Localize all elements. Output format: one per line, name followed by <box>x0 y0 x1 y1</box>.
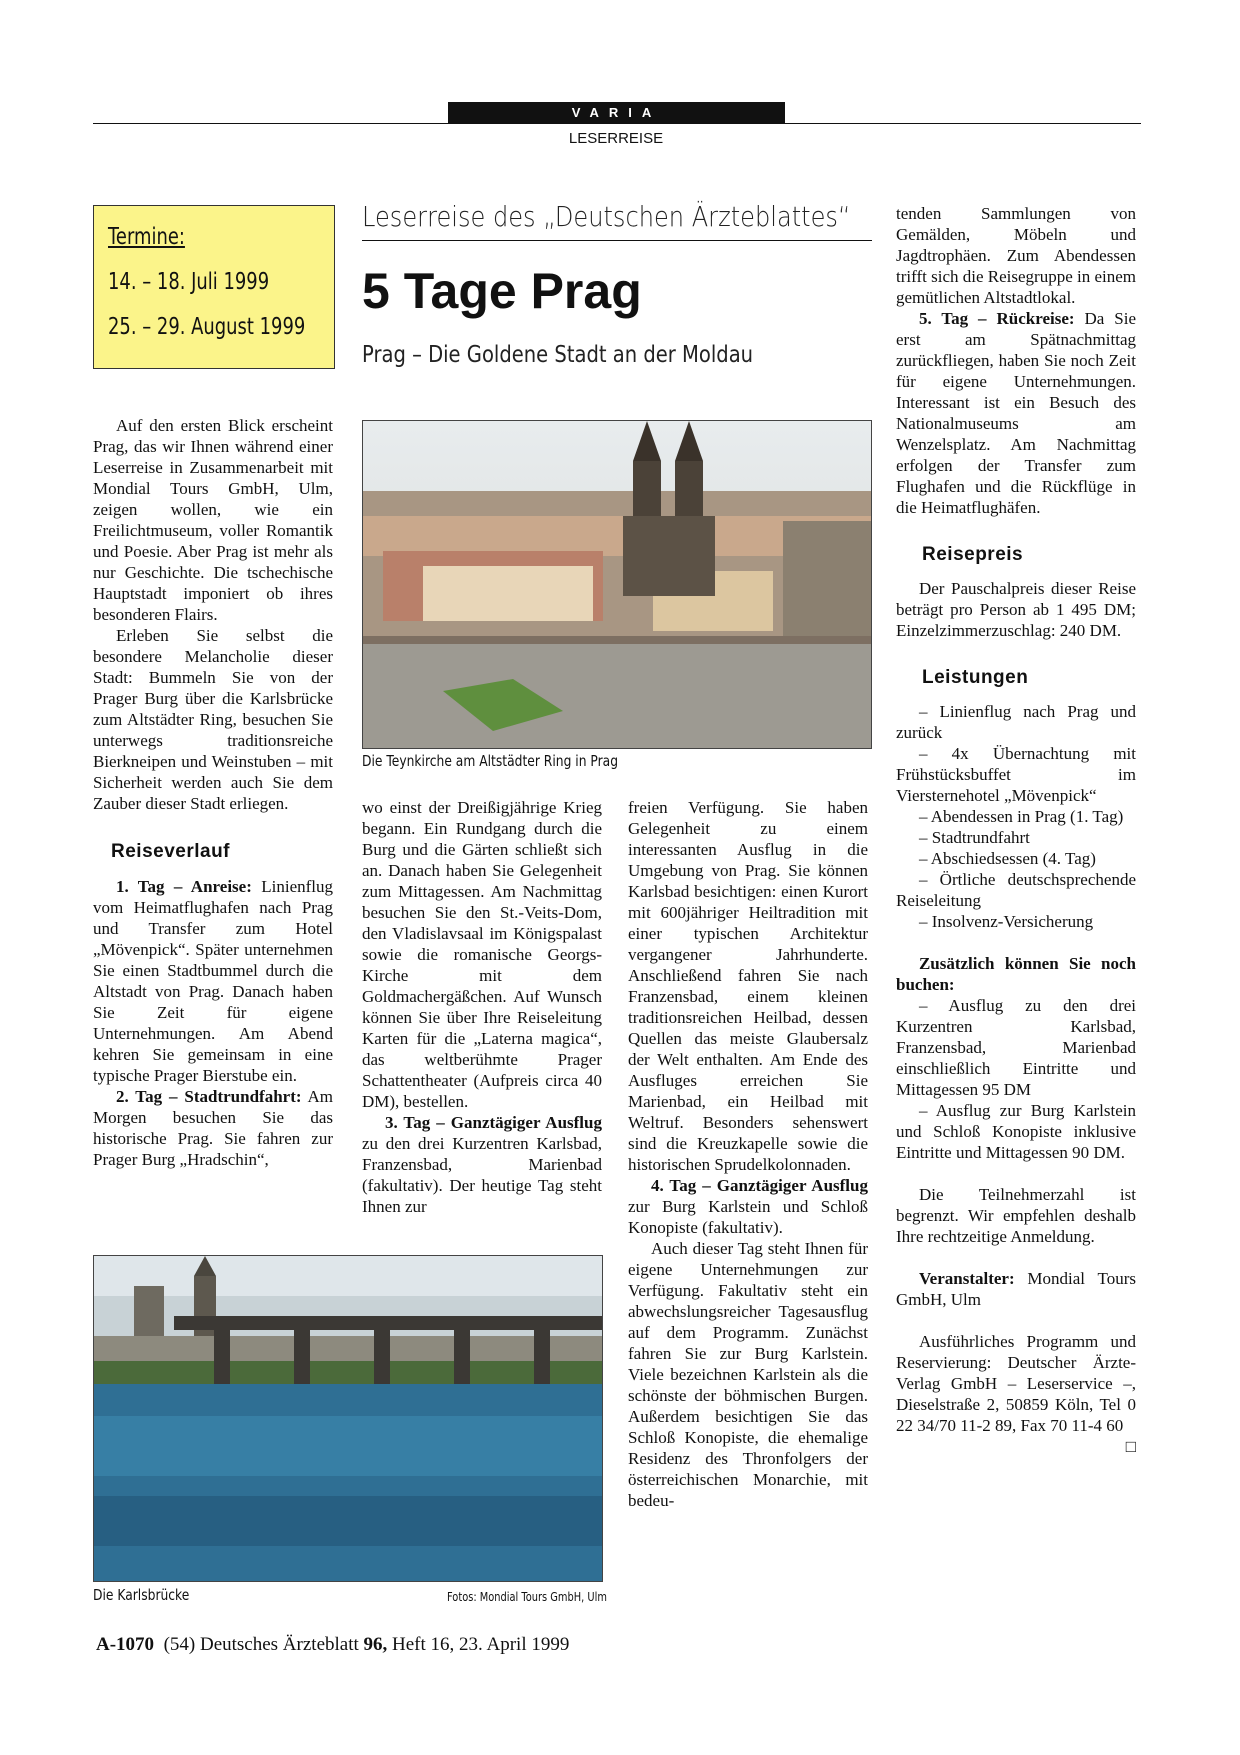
day-4-details: Auch dieser Tag steht Ihnen für eigene Unternehmungen zur Verfügung. Fakultativ steht ein abwechslungsreicher Tagesausflug auf dem Programm. Zunächst fahren Sie zur Burg Karlstein. Viele bezeichnen Karlstein als die schönste der böhmischen Burgen. Außerdem besichtigen Sie das Schloß Konopiste, die ehemalige Residenz des Thronfolgers der österreichischen Monarchie, mit bedeu- <box>628 1239 868 1510</box>
photo-credit: Fotos: Mondial Tours GmbH, Ulm <box>447 1590 607 1604</box>
intro-paragraph-2: Erleben Sie selbst die besondere Melancholie dieser Stadt: Bummeln Sie von der Prager Burg über die Karlsbrücke zum Altstädter Ring, besuchen Sie unterwegs traditionsreiche Bierkneipen und Weinstuben – mit Sicherheit werden auch Sie dem Zauber dieser Stadt erliegen. <box>93 626 333 813</box>
article-title: 5 Tage Prag <box>362 263 642 319</box>
column-3 <box>628 797 868 1511</box>
section-bar: VARIA <box>448 102 785 124</box>
leistung-item: – Insolvenz-Versicherung <box>918 912 1094 931</box>
day-5-text: Da Sie erst am Spätnachmittag zurückfliegen, haben Sie noch Zeit für eigene Unternehmungen. Interessant ist ein Besuch des Nationalmuseums am Wenzelsplatz. Am Nachmittag erfolgen der Transfer zum Flughafen und die Rückflüge in die Heimatflughäfen. <box>896 309 1136 517</box>
day-1-paragraph <box>93 876 333 1086</box>
article-subtitle: Prag – Die Goldene Stadt an der Moldau <box>362 342 754 368</box>
veranstalter-text: Mondial Tours GmbH, Ulm <box>896 1269 1136 1309</box>
heading-reisepreis: Reisepreis <box>922 544 1024 565</box>
karlsbruecke-photo <box>93 1255 603 1582</box>
intro-paragraph-1: Auf den ersten Blick erscheint Prag, das wir Ihnen während einer Leserreise in Zusammenarbeit mit Mondial Tours GmbH, Ulm, zeigen wollen, wie ein Freilichtmuseum, voller Romantik und Poesie. Aber Prag ist mehr als nur Geschichte. Die tschechische Hauptstadt imponiert ob ihres besonderen Flairs. <box>93 416 333 624</box>
teynkirche-caption: Die Teynkirche am Altstädter Ring in Prag <box>362 752 619 770</box>
day-3-label: 3. Tag – Ganztägiger Ausflug <box>384 1113 602 1132</box>
zusatz-heading: Zusätzlich können Sie noch buchen: <box>896 954 1136 994</box>
day-1-label: 1. Tag – Anreise: <box>115 877 252 896</box>
column-2 <box>362 797 602 1217</box>
kicker-rule <box>362 240 872 241</box>
footer-journal: Deutsches Ärzteblatt <box>199 1634 359 1655</box>
termine-box <box>93 205 335 369</box>
programm-body: Ausführliches Programm und Reservierung: Deutscher Ärzte-Verlag GmbH – Leserservice –, Dieselstraße 2, 50859 Köln, Tel 0 22 34/70 11-2 89, Fax 70 11-4 60 <box>896 1332 1136 1435</box>
end-mark: □ <box>1125 1437 1136 1456</box>
leistung-item: – 4x Übernachtung mit Frühstücksbuffet im Viersternehotel „Mövenpick“ <box>896 744 1136 805</box>
reisepreis-text: Der Pauschalpreis dieser Reise beträgt pro Person ab 1 495 DM; Einzelzimmerzuschlag: 240 DM. <box>896 579 1136 640</box>
column-1 <box>93 415 333 1170</box>
day-2-label: 2. Tag – Stadtrundfahrt: <box>115 1087 302 1106</box>
column-4 <box>896 203 1136 1457</box>
day-5-label: 5. Tag – Rückreise: <box>918 309 1075 328</box>
day-3-text: zu den drei Kurzentren Karlsbad, Franzensbad, Marienbad (fakultativ). Der heutige Tag steht Ihnen zur <box>362 1134 602 1216</box>
karlsbruecke-caption: Die Karlsbrücke <box>93 1586 190 1604</box>
termine-heading: Termine: <box>108 224 185 250</box>
footer-volume: 96, <box>363 1634 388 1655</box>
day-2-continued: wo einst der Dreißigjährige Krieg begann. Ein Rundgang durch die Burg und die Gärten schließt sich an. Danach haben Sie Gelegenheit zum Mittagessen. Am Nachmittag besuchen Sie den St.-Veits-Dom, den Vladislavsaal im Königspalast sowie die romanische Georgs-Kirche mit dem Goldmachergäßchen. Auf Wunsch können Sie über Ihre Reiseleitung Karten für die „Laterna magica“, das weltberühmte Prager Schattentheater (Aufpreis circa 40 DM), bestellen. <box>362 798 602 1111</box>
footer-page-no: (54) <box>163 1634 196 1655</box>
teilnehmer-text: Die Teilnehmerzahl ist begrenzt. Wir empfehlen deshalb Ihre rechtzeitige Anmeldung. <box>896 1185 1136 1246</box>
heading-reiseverlauf: Reiseverlauf <box>111 841 231 862</box>
section-label: LESERREISE <box>568 130 664 147</box>
termine-date-1: 14. – 18. Juli 1999 <box>108 269 270 295</box>
termine-date-2: 25. – 29. August 1999 <box>108 314 306 340</box>
day-2-text: Am Morgen besuchen Sie das historische Prag. Sie fahren zur Prager Burg „Hradschin“, <box>93 1087 333 1169</box>
page-footer <box>96 1634 569 1656</box>
heading-leistungen: Leistungen <box>922 667 1029 688</box>
footer-issue: Heft 16, 23. April 1999 <box>392 1634 570 1655</box>
header-rule <box>93 123 1141 124</box>
day-1-text: Linienflug vom Heimatflughafen nach Prag und Transfer zum Hotel „Mövenpick“. Später unternehmen Sie einen Stadtbummel durch die Altstadt von Prag. Danach haben Sie Zeit für eigene Unternehmungen. Am Abend kehren Sie gemeinsam in eine typische Prager Bierstube ein. <box>93 877 333 1085</box>
leistung-item: – Örtliche deutschsprechende Reiseleitung <box>896 870 1136 910</box>
day-5-paragraph <box>896 308 1136 518</box>
day-2-paragraph <box>93 1086 333 1170</box>
footer-page: A-1070 <box>96 1634 155 1655</box>
veranstalter-label: Veranstalter: <box>918 1269 1015 1288</box>
day-4-continued: tenden Sammlungen von Gemälden, Möbeln und Jagdtrophäen. Zum Abendessen trifft sich die Reisegruppe in einem gemütlichen Altstadtlokal. <box>896 204 1136 307</box>
article-kicker: Leserreise des „Deutschen Ärzteblattes“ <box>362 200 851 233</box>
teynkirche-photo <box>362 420 872 749</box>
leistung-item: – Linienflug nach Prag und zurück <box>896 702 1136 742</box>
zusatz-item: – Ausflug zur Burg Karlstein und Schloß Konopiste inklusive Eintritte und Mittagessen 90 DM. <box>896 1101 1136 1162</box>
leistung-item: – Abschiedsessen (4. Tag) <box>918 849 1096 868</box>
day-3-continued: freien Verfügung. Sie haben Gelegenheit zu einem interessanten Ausflug in die Umgebung von Prag. Sie können Karlsbad besichtigen: einen Kurort mit 600jähriger Heiltradition mit einer typischen Architektur vergangener Jahrhunderte. Anschließend fahren Sie nach Franzensbad, einem kleinen traditionsreichen Heilbad, dessen Quellen das meiste Glaubersalz der Welt enthalten. Am Ende des Ausfluges erreichen Sie Marienbad, ein Heilbad mit Weltruf. Besonders sehenswert sind die Kreuzkapelle sowie die historischen Sprudelkolonnaden. <box>628 798 868 1174</box>
day-4-label: 4. Tag – Ganztägiger Ausflug <box>650 1176 868 1195</box>
zusatz-item: – Ausflug zu den drei Kurzentren Karlsbad, Franzensbad, Marienbad einschließlich Eintritte und Mittagessen 95 DM <box>896 996 1136 1099</box>
day-4-paragraph <box>628 1175 868 1238</box>
leistung-item: – Abendessen in Prag (1. Tag) <box>918 807 1124 826</box>
day-3-paragraph <box>362 1112 602 1217</box>
day-4-text: zur Burg Karlstein und Schloß Konopiste (fakultativ). <box>628 1197 868 1237</box>
programm-text <box>896 1331 1136 1456</box>
leistung-item: – Stadtrundfahrt <box>918 828 1030 847</box>
veranstalter-paragraph <box>896 1268 1136 1310</box>
